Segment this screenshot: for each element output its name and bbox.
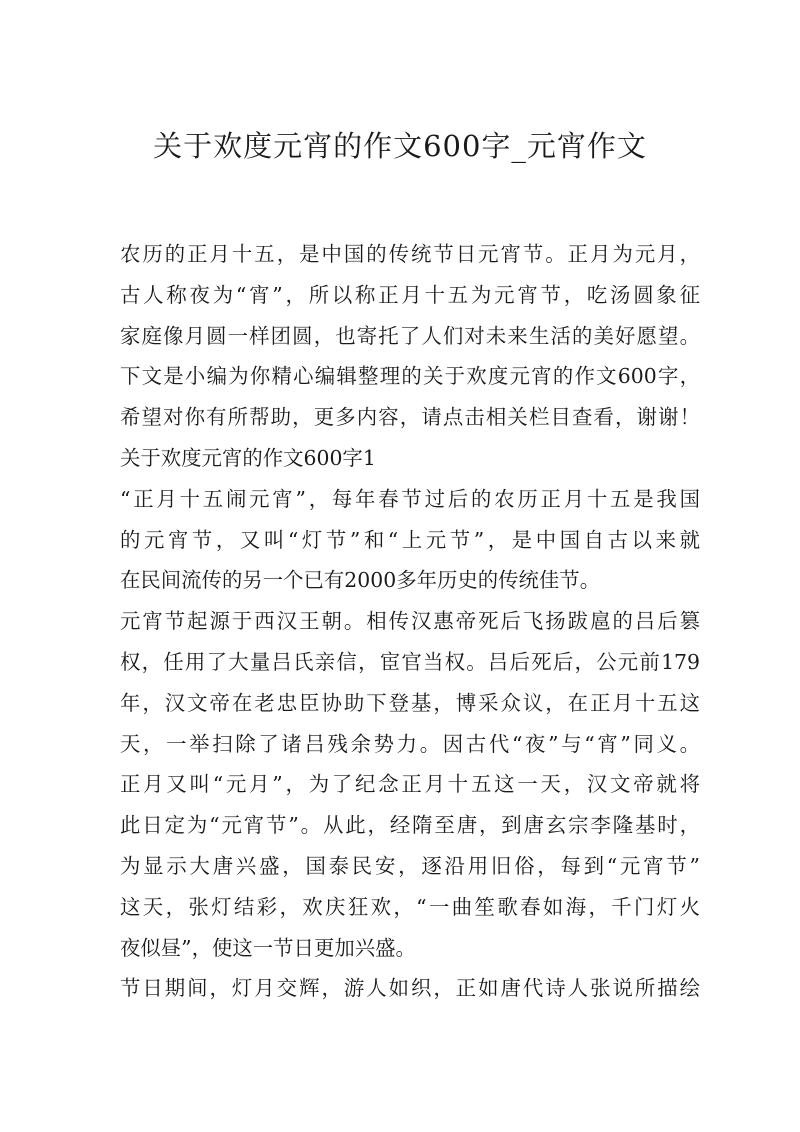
text-line: 家庭像月圆一样团圆，也寄托了人们对未来生活的美好愿望。 bbox=[120, 323, 700, 348]
text-line: 此日定为“元宵节”。从此，经隋至唐，到唐玄宗李隆基时， bbox=[120, 813, 700, 838]
text-line: 权，任用了大量吕氏亲信，宦官当权。吕后死后，公元前179 bbox=[120, 649, 700, 674]
text-line: 节日期间，灯月交辉，游人如织，正如唐代诗人张说所描绘 bbox=[120, 976, 700, 1001]
text-line: 的元宵节，又叫“灯节”和“上元节”，是中国自古以来就 bbox=[120, 527, 700, 552]
text-line: 为显示大唐兴盛，国泰民安，逐沿用旧俗，每到“元宵节” bbox=[120, 853, 700, 878]
document-title: 关于欢度元宵的作文600字_元宵作文 bbox=[153, 129, 647, 163]
text-line: “正月十五闹元宵”，每年春节过后的农历正月十五是我国 bbox=[120, 486, 700, 511]
document-body bbox=[120, 234, 700, 1009]
text-line: 农历的正月十五，是中国的传统节日元宵节。正月为元月， bbox=[120, 242, 700, 266]
text-line: 下文是小编为你精心编辑整理的关于欢度元宵的作文600字， bbox=[120, 364, 700, 389]
text-line: 在民间流传的另一个已有2000多年历史的传统佳节。 bbox=[120, 568, 601, 593]
text-line: 夜似昼”，使这一节日更加兴盛。 bbox=[120, 935, 416, 960]
text-line: 天，一举扫除了诸吕残余势力。因古代“夜”与“宵”同义。 bbox=[120, 731, 700, 756]
text-line: 元宵节起源于西汉王朝。相传汉惠帝死后飞扬跋扈的吕后篡 bbox=[120, 609, 700, 634]
text-line: 这天，张灯结彩，欢庆狂欢，“一曲笙歌春如海，千门灯火 bbox=[120, 894, 700, 919]
text-line: 年，汉文帝在老忠臣协助下登基，博采众议，在正月十五这 bbox=[120, 690, 700, 715]
text-line: 古人称夜为“宵”，所以称正月十五为元宵节，吃汤圆象征 bbox=[120, 282, 700, 307]
text-line: 正月又叫“元月”，为了纪念正月十五这一天，汉文帝就将 bbox=[120, 772, 700, 797]
text-line: 希望对你有所帮助，更多内容，请点击相关栏目查看，谢谢！ bbox=[120, 405, 700, 430]
section-heading: 关于欢度元宵的作文600字1 bbox=[120, 445, 376, 470]
